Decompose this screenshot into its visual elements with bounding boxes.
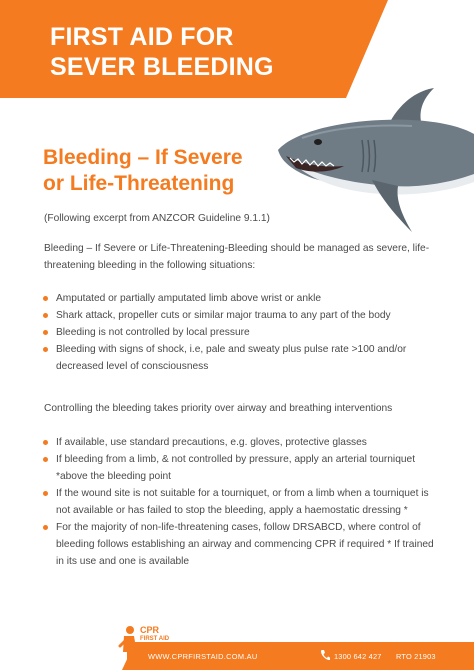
list-item xyxy=(44,307,444,324)
bullet-icon xyxy=(43,330,48,335)
list-item xyxy=(44,451,444,485)
footer-bar xyxy=(0,620,474,670)
list-item-text: If available, use standard precautions, e.g. gloves, protective glasses xyxy=(56,437,367,448)
list-item-text: For the majority of non-life-threatening cases, follow DRSABCD, where control of bleeding follows establishing an airway and commencing CPR if required * If trained in its use and one is available xyxy=(56,522,434,567)
list-item xyxy=(44,290,444,307)
page-title-line1: FIRST AID FOR xyxy=(50,23,234,51)
list-item xyxy=(44,324,444,341)
section-title-line2: or Life-Threatening xyxy=(43,172,235,195)
list-item xyxy=(44,434,444,451)
page-title-line2: SEVER BLEEDING xyxy=(50,53,274,81)
intro-paragraph: Bleeding – If Severe or Life-Threatening-Bleeding should be managed as severe, life-threatening bleeding in the following situations: xyxy=(44,243,430,271)
website-link[interactable]: WWW.CPRFIRSTAID.COM.AU xyxy=(148,652,258,661)
list-item-text: If the wound site is not suitable for a tourniquet, or from a limb when a tourniquet is not available or has failed to stop the bleeding, apply a haemostatic dressing * xyxy=(56,488,429,516)
list-item-text: Amputated or partially amputated limb above wrist or ankle xyxy=(56,293,322,304)
bullet-icon xyxy=(43,525,48,530)
bullet-icon xyxy=(43,347,48,352)
excerpt-note: (Following excerpt from ANZCOR Guideline 9.1.1) xyxy=(44,213,270,224)
page-title xyxy=(50,22,274,82)
phone-number[interactable]: 1300 642 427 xyxy=(334,652,382,661)
list-item xyxy=(44,519,444,570)
section-title-line1: Bleeding – If Severe xyxy=(43,146,243,169)
bullet-icon xyxy=(43,457,48,462)
rto-number: RTO 21903 xyxy=(396,652,436,661)
section-title xyxy=(43,145,243,197)
list-item-text: Shark attack, propeller cuts or similar major trauma to any part of the body xyxy=(56,310,391,321)
bullet-icon xyxy=(43,296,48,301)
logo-cpr-text: CPR xyxy=(140,625,160,635)
list-item-text: If bleeding from a limb, & not controlled by pressure, apply an arterial tourniquet *above the bleeding point xyxy=(56,454,416,482)
phone-icon xyxy=(320,649,330,661)
actions-list xyxy=(44,434,444,570)
list-item-text: Bleeding is not controlled by local pressure xyxy=(56,327,250,338)
shark-illustration xyxy=(272,82,474,242)
control-statement: Controlling the bleeding takes priority over airway and breathing interventions xyxy=(44,403,393,414)
list-item xyxy=(44,485,444,519)
footer-shape xyxy=(0,620,474,670)
logo-first-aid-text: FIRST AID xyxy=(140,636,170,642)
list-item-text: Bleeding with signs of shock, i.e, pale and sweaty plus pulse rate >100 and/or decreased level of consciousness xyxy=(56,344,407,372)
situations-list xyxy=(44,290,444,375)
list-item xyxy=(44,341,444,375)
bullet-icon xyxy=(43,313,48,318)
logo-wordmark xyxy=(140,626,169,644)
bullet-icon xyxy=(43,440,48,445)
bullet-icon xyxy=(43,491,48,496)
